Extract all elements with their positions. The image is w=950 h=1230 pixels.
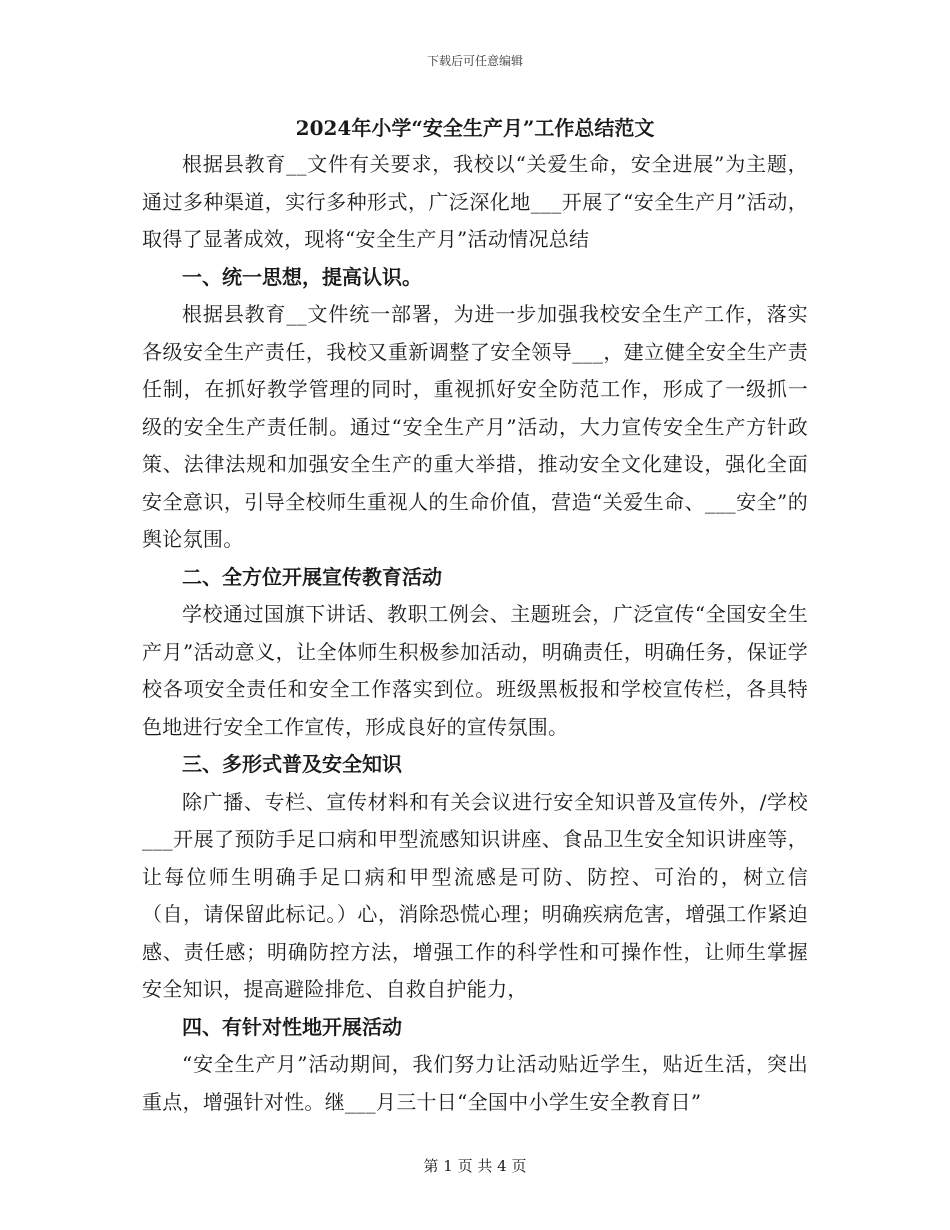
section-body-1: 根据县教育__文件统一部署，为进一步加强我校安全生产工作，落实各级安全生产责任，我校又重新调整了安全领导___，建立健全安全生产责任制，在抓好教学管理的同时，重视抓好安全防范工作，形成了一级抓一级的安全生产责任制。通过“安全生产月”活动，大力宣传安全生产方针政策、法律法规和加强安全生产的重大举措，推动安全文化建设，强化全面安全意识，引导全校师生重视人的生命价值，营造“关爱生命、___安全”的舆论氛围。 xyxy=(142,302,808,551)
document-title: 2024年小学“安全生产月”工作总结范文 xyxy=(295,116,655,140)
section-body-3: 除广播、专栏、宣传材料和有关会议进行安全知识普及宣传外，/学校___开展了预防手足口病和甲型流感知识讲座、食品卫生安全知识讲座等，让每位师生明确手足口病和甲型流感是可防、防控、可治的，树立信（自，请保留此标记。）心，消除恐慌心理；明确疾病危害，增强工作紧迫感、责任感；明确防控方法，增强工作的科学性和可操作性，让师生掌握安全知识，提高避险排危、自救自护能力， xyxy=(142,789,808,1001)
page-header: 下载后可任意编辑 xyxy=(426,54,523,68)
section-heading-2: 二、全方位开展宣传教育活动 xyxy=(182,564,442,589)
document-body xyxy=(142,110,808,1121)
page-number: 第 1 页 共 4 页 xyxy=(423,1157,527,1175)
section-body-2: 学校通过国旗下讲话、教职工例会、主题班会，广泛宣传“全国安全生产月”活动意义，让全体师生积极参加活动，明确责任，明确任务，保证学校各项安全责任和安全工作落实到位。班级黑板报和学校宣传栏，各具特色地进行安全工作宣传，形成良好的宣传氛围。 xyxy=(142,602,808,739)
section-heading-3: 三、多形式普及安全知识 xyxy=(182,752,402,776)
section-heading-4: 四、有针对性地开展活动 xyxy=(182,1014,402,1039)
intro-paragraph: 根据县教育__文件有关要求，我校以“关爱生命，安全进展”为主题，通过多种渠道，实行多种形式，广泛深化地___开展了“安全生产月”活动，取得了显著成效，现将“安全生产月”活动情况总结 xyxy=(142,152,808,251)
section-body-4: “安全生产月”活动期间，我们努力让活动贴近学生，贴近生活，突出重点，增强针对性。继___月三十日“全国中小学生安全教育日” xyxy=(142,1052,808,1114)
section-heading-1: 一、统一思想，提高认识。 xyxy=(182,264,422,289)
